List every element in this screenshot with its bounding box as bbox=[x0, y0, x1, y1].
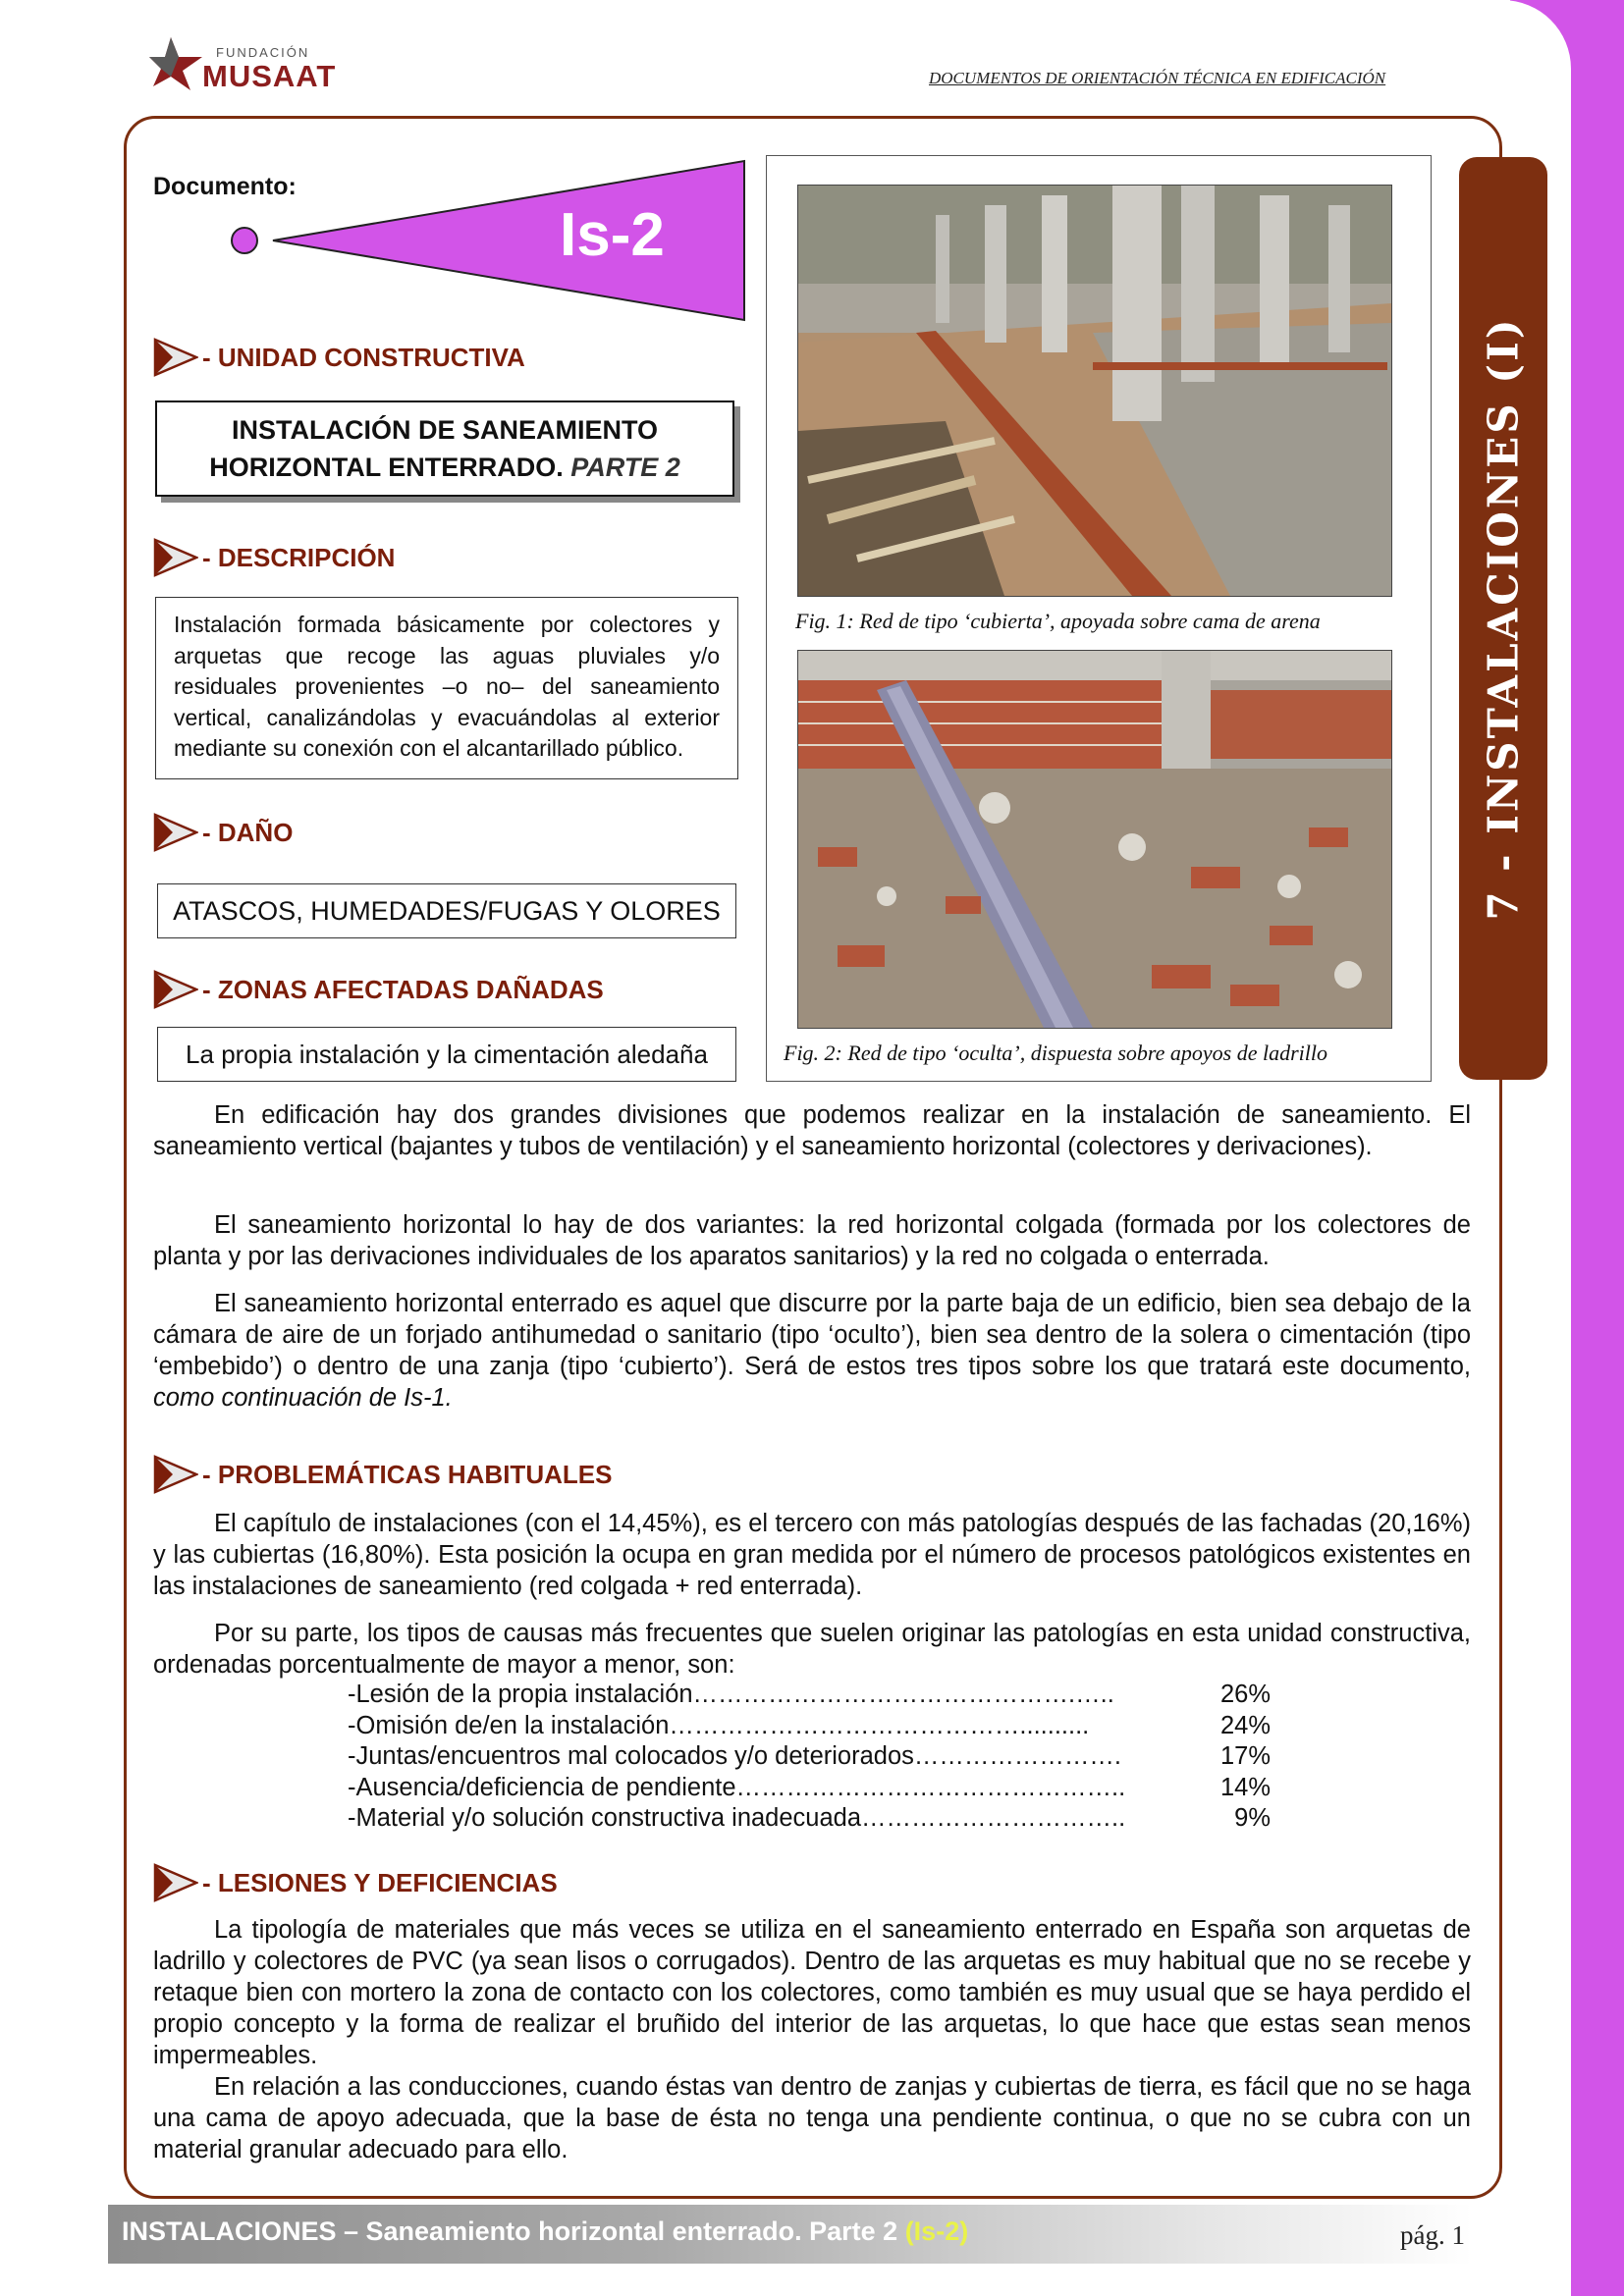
section-title: - DAÑO bbox=[202, 817, 294, 847]
document-label: Documento: bbox=[153, 173, 297, 200]
section-unidad bbox=[153, 338, 525, 377]
list-item: -Material y/o solución constructiva inadecuada………………………….. 9% bbox=[348, 1804, 1271, 1832]
problem-paragraph-2: Por su parte, los tipos de causas más frecuentes que suelen originar las patologías en esta unidad constructiva, ordenadas porcentualmente de mayor a menor, son: bbox=[153, 1620, 1471, 1679]
causes-list bbox=[348, 1680, 1271, 1835]
list-item: -Ausencia/deficiencia de pendiente……………………………………….. 14% bbox=[348, 1773, 1271, 1801]
footer-title: INSTALACIONES – Saneamiento horizontal enterrado. Parte 2 (Is-2) bbox=[122, 2216, 969, 2246]
unit-line-2: HORIZONTAL ENTERRADO. PARTE 2 bbox=[209, 453, 680, 482]
badge-dot-icon bbox=[232, 228, 257, 253]
figure-2-caption: Fig. 2: Red de tipo ‘oculta’, dispuesta sobre apoyos de ladrillo bbox=[784, 1041, 1327, 1065]
document-code: Is-2 bbox=[560, 201, 665, 269]
figure-2-photo bbox=[797, 650, 1392, 1029]
chapter-tab-label: 7 - INSTALACIONES (I) bbox=[1479, 316, 1528, 921]
section-zonas bbox=[153, 970, 604, 1009]
section-title: - UNIDAD CONSTRUCTIVA bbox=[202, 342, 525, 372]
intro-italic-note: como continuación de Is-1. bbox=[153, 1384, 453, 1412]
unit-line-1: INSTALACIÓN DE SANEAMIENTO bbox=[231, 415, 659, 445]
section-arrow-icon bbox=[153, 813, 198, 852]
section-dano bbox=[153, 813, 293, 852]
description-box: Instalación formada básicamente por colectores y arquetas que recoge las aguas pluviales y/o residuales provenientes –o no– del saneamiento vertical, canalizándolas y evacuándolas al exterior mediante su conexión con el alcantarillado público. bbox=[155, 597, 738, 779]
list-item: -Lesión de la propia instalación……………………………………….….. 26% bbox=[348, 1681, 1271, 1708]
zones-box: La propia instalación y la cimentación aledaña bbox=[157, 1027, 736, 1082]
damage-box: ATASCOS, HUMEDADES/FUGAS Y OLORES bbox=[157, 883, 736, 938]
logo-small-text: FUNDACIÓN bbox=[216, 45, 310, 60]
logo-big-text: MUSAAT bbox=[202, 59, 337, 93]
intro-paragraph-1: En edificación hay dos grandes divisiones que podemos realizar en la instalación de saneamiento. El saneamiento vertical (bajantes y tubos de ventilación) y el saneamiento horizontal (colectores y derivaciones). bbox=[153, 1101, 1471, 1160]
section-title: - LESIONES Y DEFICIENCIAS bbox=[202, 1867, 558, 1897]
section-arrow-icon bbox=[153, 1455, 198, 1494]
section-arrow-icon bbox=[153, 1863, 198, 1902]
logo-star-icon bbox=[149, 35, 204, 92]
musaat-logo bbox=[149, 31, 355, 100]
lesion-paragraph-1: La tipología de materiales que más veces se utiliza en el saneamiento enterrado en España son arquetas de ladrillo y colectores de PVC (ya sean lisos o corrugados). Dentro de las arquetas es muy habitual que no se recebe y retaque bien con mortero la zona de contacto con los colectores, como también es muy usual que se haya perdido el propio concepto y la forma de realizar el bruñido del interior de las arquetas, lo que hace que estas sean menos impermeables. bbox=[153, 1916, 1471, 2069]
section-title: - DESCRIPCIÓN bbox=[202, 542, 396, 572]
section-descripcion bbox=[153, 538, 395, 577]
section-title: - PROBLEMÁTICAS HABITUALES bbox=[202, 1459, 613, 1489]
footer-code: (Is-2) bbox=[904, 2216, 969, 2246]
figure-1-caption: Fig. 1: Red de tipo ‘cubierta’, apoyada sobre cama de arena bbox=[795, 609, 1321, 633]
section-arrow-icon bbox=[153, 338, 198, 377]
section-arrow-icon bbox=[153, 538, 198, 577]
list-item: -Juntas/encuentros mal colocados y/o deteriorados……………………. 17% bbox=[348, 1742, 1271, 1770]
lesion-paragraph-2: En relación a las conducciones, cuando éstas van dentro de zanjas y cubiertas de tierra, es fácil que no se haga una cama de apoyo adecuada, que la base de ésta no tenga una pendiente continua, o que no se cubra con un material granular adecuado para ello. bbox=[153, 2073, 1471, 2163]
section-problematicas bbox=[153, 1455, 612, 1494]
series-title: DOCUMENTOS DE ORIENTACIÓN TÉCNICA EN EDIFICACIÓN bbox=[929, 69, 1386, 87]
problem-paragraph-1: El capítulo de instalaciones (con el 14,45%), es el tercero con más patologías después de las fachadas (20,16%) y las cubiertas (16,80%). Esta posición la ocupa en gran medida por el número de procesos patológicos existentes en las instalaciones de saneamiento (red colgada + red enterrada). bbox=[153, 1510, 1471, 1600]
section-title: - ZONAS AFECTADAS DAÑADAS bbox=[202, 974, 604, 1004]
document-badge bbox=[226, 157, 746, 324]
section-arrow-icon bbox=[153, 970, 198, 1009]
unit-part: PARTE 2 bbox=[570, 453, 680, 482]
figure-1-photo bbox=[797, 185, 1392, 597]
intro-paragraph-3: El saneamiento horizontal enterrado es aquel que discurre por la parte baja de un edificio, bien sea debajo de la cámara de aire de un forjado antihumedad o sanitario (tipo ‘oculto’), bien sea dentro de la solera o cimentación (tipo ‘embebido’) o dentro de una zanja (tipo ‘cubierto’). Será de estos tres tipos sobre los que tratará este documento, como continuación de Is-1. bbox=[153, 1290, 1471, 1412]
badge-triangle bbox=[273, 161, 744, 320]
section-lesiones bbox=[153, 1863, 558, 1902]
list-item: -Omisión de/en la instalación…………………………………….......... 24% bbox=[348, 1711, 1271, 1739]
page-number: pág. 1 bbox=[1400, 2220, 1465, 2250]
intro-paragraph-2: El saneamiento horizontal lo hay de dos variantes: la red horizontal colgada (formada por los colectores de planta y por las derivaciones individuales de los aparatos sanitarios) y la red no colgada o enterrada. bbox=[153, 1211, 1471, 1270]
unit-box bbox=[155, 400, 734, 497]
